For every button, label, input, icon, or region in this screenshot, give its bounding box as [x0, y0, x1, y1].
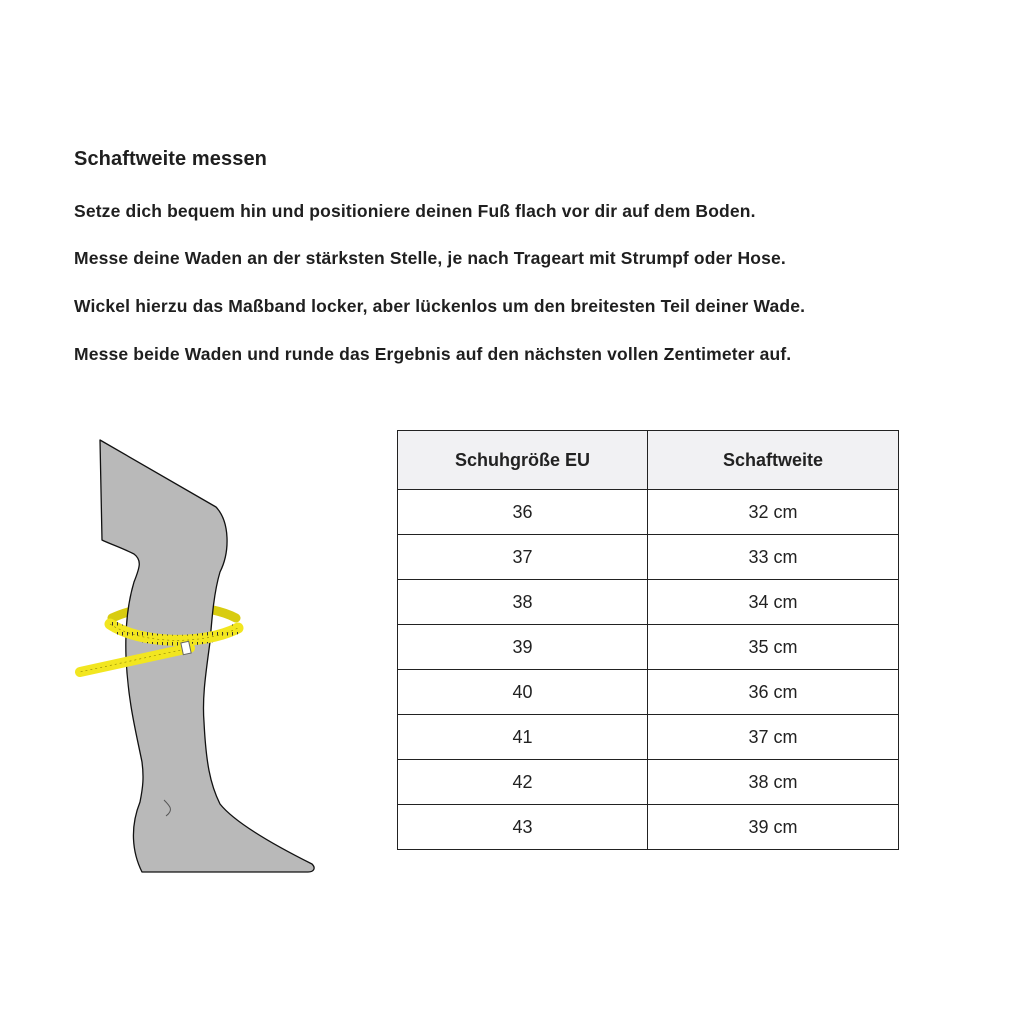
instruction-1: Setze dich bequem hin und positioniere deinen Fuß flach vor dir auf dem Boden.: [74, 201, 756, 221]
leg-with-measuring-tape-icon: [70, 432, 330, 878]
cell-shoe-size: 40: [398, 670, 648, 715]
table-header-row: [398, 431, 899, 490]
table-row: [398, 535, 899, 580]
table-row: [398, 625, 899, 670]
cell-shaft-width: 39 cm: [648, 805, 899, 850]
table-row: [398, 670, 899, 715]
cell-shoe-size: 41: [398, 715, 648, 760]
header-shoe-size: Schuhgröße EU: [398, 431, 648, 490]
table-row: [398, 760, 899, 805]
header-shaft-width: Schaftweite: [648, 431, 899, 490]
cell-shoe-size: 37: [398, 535, 648, 580]
cell-shaft-width: 38 cm: [648, 760, 899, 805]
instruction-4: Messe beide Waden und runde das Ergebnis auf den nächsten vollen Zentimeter auf.: [74, 344, 792, 364]
cell-shoe-size: 38: [398, 580, 648, 625]
cell-shaft-width: 32 cm: [648, 490, 899, 535]
instruction-3: Wickel hierzu das Maßband locker, aber lückenlos um den breitesten Teil deiner Wade.: [74, 296, 806, 316]
cell-shoe-size: 43: [398, 805, 648, 850]
table-row: [398, 580, 899, 625]
table-row: [398, 490, 899, 535]
leg-illustration: [70, 432, 330, 878]
table-row: [398, 805, 899, 850]
table-row: [398, 715, 899, 760]
cell-shaft-width: 33 cm: [648, 535, 899, 580]
page-title: Schaftweite messen: [74, 148, 267, 170]
cell-shaft-width: 34 cm: [648, 580, 899, 625]
cell-shaft-width: 36 cm: [648, 670, 899, 715]
instruction-2: Messe deine Waden an der stärksten Stelle, je nach Trageart mit Strumpf oder Hose.: [74, 248, 786, 268]
cell-shoe-size: 42: [398, 760, 648, 805]
cell-shoe-size: 39: [398, 625, 648, 670]
cell-shaft-width: 37 cm: [648, 715, 899, 760]
size-table: [397, 430, 899, 850]
cell-shoe-size: 36: [398, 490, 648, 535]
cell-shaft-width: 35 cm: [648, 625, 899, 670]
